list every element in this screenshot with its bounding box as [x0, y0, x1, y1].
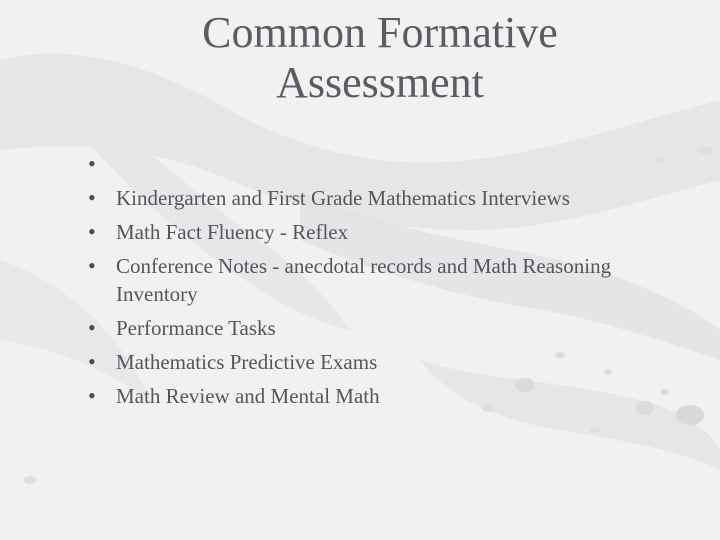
bullet-item-conference-notes: • Conference Notes - anecdotal records and Math Reasoning Inventory [88, 252, 648, 308]
slide-title-line-2: Assessment [276, 58, 484, 107]
bullet-item-math-review: • Math Review and Mental Math [88, 382, 648, 410]
slide-title [100, 8, 660, 108]
bullet-item-predictive-exams: • Mathematics Predictive Exams [88, 348, 648, 376]
bullet-item-empty [88, 150, 648, 178]
bullet-item-math-fact-fluency: • Math Fact Fluency - Reflex [88, 218, 648, 246]
bullet-list [88, 150, 648, 416]
bullet-item-kindergarten-interviews: • Kindergarten and First Grade Mathematics Interviews [88, 184, 648, 212]
slide-title-line-1: Common Formative [202, 8, 558, 57]
bullet-item-performance-tasks: • Performance Tasks [88, 314, 648, 342]
